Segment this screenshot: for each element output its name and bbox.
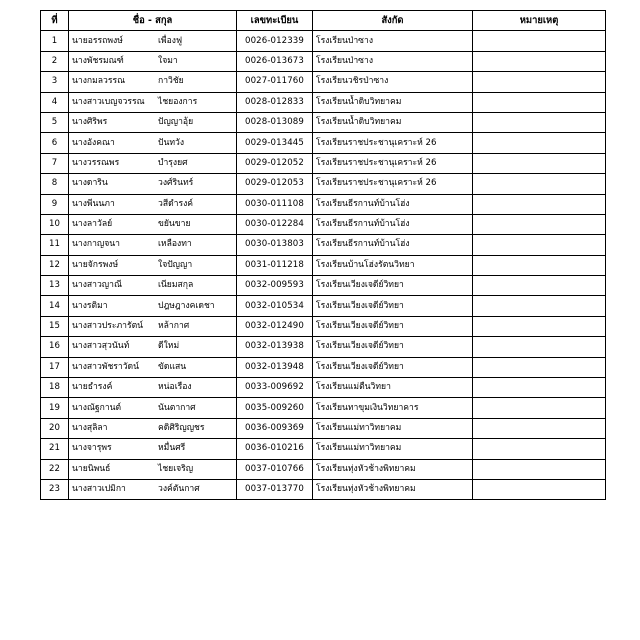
last-name: บำรุงยศ [158, 157, 188, 168]
affiliation: โรงเรียนธีรกานท์บ้านโฮ่ง [313, 214, 473, 234]
person-name [69, 51, 237, 71]
first-name: นางสาวญาณี [72, 280, 122, 291]
affiliation: โรงเรียนเวียงเจดีย์วิทยา [313, 316, 473, 336]
table-row [41, 378, 606, 398]
remark [473, 153, 606, 173]
registration-number: 0032-012490 [237, 316, 313, 336]
person-name [69, 316, 237, 336]
person-name [69, 235, 237, 255]
last-name: ปฎษฎางคเดชา [158, 300, 215, 311]
first-name: นางดาริน [72, 178, 108, 189]
last-name: หมื่นศรี [158, 443, 186, 454]
last-name: ไชยเจริญ [158, 463, 194, 474]
first-name: นางอังคณา [72, 137, 115, 148]
person-name [69, 479, 237, 499]
row-number: 1 [41, 31, 69, 51]
remark [473, 31, 606, 51]
remark [473, 92, 606, 112]
affiliation: โรงเรียนป่าซาง [313, 51, 473, 71]
remark [473, 72, 606, 92]
table-row [41, 479, 606, 499]
last-name: เพื่องฟู [158, 35, 183, 46]
affiliation: โรงเรียนป่าซาง [313, 31, 473, 51]
remark [473, 398, 606, 418]
registration-number: 0030-013803 [237, 235, 313, 255]
registration-number: 0029-012052 [237, 153, 313, 173]
last-name: กาวิชัย [158, 76, 184, 87]
affiliation: โรงเรียนเวียงเจดีย์วิทยา [313, 296, 473, 316]
row-number: 21 [41, 439, 69, 459]
table-row [41, 316, 606, 336]
roster-table [40, 10, 606, 500]
table-row [41, 214, 606, 234]
affiliation: โรงเรียนทาขุมเงินวิทยาคาร [313, 398, 473, 418]
first-name: นางวรรณพร [72, 157, 120, 168]
table-row [41, 459, 606, 479]
affiliation: โรงเรียนแม่ทาวิทยาคม [313, 418, 473, 438]
person-name [69, 398, 237, 418]
remark [473, 316, 606, 336]
roster-body [41, 31, 606, 500]
first-name: นายอรรถพงษ์ [72, 35, 123, 46]
registration-number: 0029-013445 [237, 133, 313, 153]
remark [473, 112, 606, 132]
row-number: 4 [41, 92, 69, 112]
row-number: 9 [41, 194, 69, 214]
affiliation: โรงเรียนแม่ทาวิทยาคม [313, 439, 473, 459]
last-name: คดิศิริญญชร [158, 423, 205, 433]
affiliation: โรงเรียนเวียงเจดีย์วิทยา [313, 276, 473, 296]
table-row [41, 398, 606, 418]
table-row [41, 337, 606, 357]
registration-number: 0033-009692 [237, 378, 313, 398]
last-name: หน่อเรือง [158, 382, 192, 393]
table-row [41, 133, 606, 153]
row-number: 18 [41, 378, 69, 398]
last-name: วงค์ตันกาศ [158, 484, 200, 495]
person-name [69, 92, 237, 112]
row-number: 7 [41, 153, 69, 173]
table-row [41, 276, 606, 296]
person-name [69, 72, 237, 92]
header-row [41, 11, 606, 31]
remark [473, 133, 606, 153]
remark [473, 337, 606, 357]
registration-number: 0026-012339 [237, 31, 313, 51]
first-name: นางสาวพัชราวัดน์ [72, 361, 140, 372]
affiliation: โรงเรียนราชประชานุเคราะห์ 26 [313, 174, 473, 194]
header-remark: หมายเหตุ [473, 11, 606, 31]
first-name: นางศิริพร [72, 117, 108, 128]
last-name: ดีใหม่ [158, 341, 180, 352]
person-name [69, 439, 237, 459]
first-name: นางพีนนภา [72, 198, 115, 209]
registration-number: 0026-013673 [237, 51, 313, 71]
remark [473, 357, 606, 377]
table-row [41, 72, 606, 92]
last-name: เนียมสกุล [158, 280, 194, 291]
row-number: 13 [41, 276, 69, 296]
affiliation: โรงเรียนน้ำดิบวิทยาคม [313, 92, 473, 112]
remark [473, 235, 606, 255]
header-reg-no: เลขทะเบียน [237, 11, 313, 31]
person-name [69, 255, 237, 275]
remark [473, 194, 606, 214]
person-name [69, 418, 237, 438]
person-name [69, 296, 237, 316]
last-name: ขัดแสน [158, 361, 187, 372]
header-affiliation: สังกัด [313, 11, 473, 31]
first-name: นางกมลวรรณ [72, 76, 126, 87]
header-name: ชื่อ - สกุล [69, 11, 237, 31]
person-name [69, 214, 237, 234]
row-number: 16 [41, 337, 69, 357]
last-name: วสีดำรงค์ [158, 198, 194, 209]
registration-number: 0032-013938 [237, 337, 313, 357]
last-name: ใจมา [158, 55, 178, 66]
affiliation: โรงเรียนน้ำดิบวิทยาคม [313, 112, 473, 132]
row-number: 22 [41, 459, 69, 479]
person-name [69, 378, 237, 398]
first-name: นายธำรงค์ [72, 382, 113, 393]
first-name: นายจักรพงษ์ [72, 259, 119, 270]
affiliation: โรงเรียนบ้านโฮ่งรัตนวิทยา [313, 255, 473, 275]
first-name: นางสาวเปมิกา [72, 484, 126, 495]
table-row [41, 174, 606, 194]
affiliation: โรงเรียนธีรกานท์บ้านโฮ่ง [313, 194, 473, 214]
person-name [69, 459, 237, 479]
last-name: นันตากาศ [158, 402, 196, 413]
row-number: 10 [41, 214, 69, 234]
table-row [41, 418, 606, 438]
first-name: นางกาญจนา [72, 239, 120, 250]
registration-number: 0036-010216 [237, 439, 313, 459]
row-number: 15 [41, 316, 69, 336]
last-name: วงศ์รินทร์ [158, 178, 194, 189]
table-row [41, 51, 606, 71]
header-no: ที่ [41, 11, 69, 31]
table-row [41, 439, 606, 459]
row-number: 3 [41, 72, 69, 92]
affiliation: โรงเรียนธีรกานท์บ้านโฮ่ง [313, 235, 473, 255]
person-name [69, 153, 237, 173]
last-name: ปันทวัง [158, 137, 185, 148]
last-name: หล้ากาศ [158, 321, 190, 332]
row-number: 17 [41, 357, 69, 377]
table-row [41, 92, 606, 112]
row-number: 11 [41, 235, 69, 255]
affiliation: โรงเรียนวชิรป่าซาง [313, 72, 473, 92]
affiliation: โรงเรียนเวียงเจดีย์วิทยา [313, 357, 473, 377]
remark [473, 276, 606, 296]
remark [473, 51, 606, 71]
first-name: นางจารุพร [72, 443, 112, 454]
affiliation: โรงเรียนราชประชานุเคราะห์ 26 [313, 153, 473, 173]
last-name: ขยันขาย [158, 219, 191, 230]
person-name [69, 337, 237, 357]
person-name [69, 112, 237, 132]
first-name: นางณัฐกานต์ [72, 402, 122, 413]
first-name: นางรติมา [72, 300, 108, 311]
registration-number: 0037-013770 [237, 479, 313, 499]
row-number: 6 [41, 133, 69, 153]
table-row [41, 357, 606, 377]
remark [473, 255, 606, 275]
first-name: นางพัชรมณฑ์ [72, 55, 124, 66]
row-number: 20 [41, 418, 69, 438]
registration-number: 0031-011218 [237, 255, 313, 275]
registration-number: 0035-009260 [237, 398, 313, 418]
table-row [41, 194, 606, 214]
first-name: นางสาวสุวนันท์ [72, 341, 130, 352]
row-number: 8 [41, 174, 69, 194]
person-name [69, 357, 237, 377]
remark [473, 214, 606, 234]
affiliation: โรงเรียนทุ่งหัวช้างพิทยาคม [313, 459, 473, 479]
registration-number: 0037-010766 [237, 459, 313, 479]
registration-number: 0028-012833 [237, 92, 313, 112]
registration-number: 0036-009369 [237, 418, 313, 438]
affiliation: โรงเรียนราชประชานุเคราะห์ 26 [313, 133, 473, 153]
registration-number: 0032-013948 [237, 357, 313, 377]
first-name: นางสาวเบญจวรรณ [72, 96, 145, 107]
last-name: ปัญญาอุ้ย [158, 117, 194, 128]
affiliation: โรงเรียนเวียงเจดีย์วิทยา [313, 337, 473, 357]
first-name: นางสุลิลา [72, 423, 108, 433]
registration-number: 0032-010534 [237, 296, 313, 316]
registration-number: 0030-011108 [237, 194, 313, 214]
row-number: 23 [41, 479, 69, 499]
remark [473, 479, 606, 499]
registration-number: 0032-009593 [237, 276, 313, 296]
person-name [69, 133, 237, 153]
remark [473, 378, 606, 398]
remark [473, 296, 606, 316]
person-name [69, 174, 237, 194]
last-name: ใจปัญญา [158, 259, 193, 270]
table-row [41, 31, 606, 51]
registration-number: 0027-011760 [237, 72, 313, 92]
first-name: นางลาวัลย์ [72, 219, 113, 230]
remark [473, 418, 606, 438]
row-number: 5 [41, 112, 69, 132]
last-name: เหลืองทา [158, 239, 192, 250]
row-number: 12 [41, 255, 69, 275]
row-number: 14 [41, 296, 69, 316]
table-row [41, 112, 606, 132]
table-row [41, 296, 606, 316]
remark [473, 174, 606, 194]
remark [473, 439, 606, 459]
last-name: ไชยองการ [158, 96, 198, 107]
person-name [69, 31, 237, 51]
remark [473, 459, 606, 479]
table-row [41, 255, 606, 275]
registration-number: 0030-012284 [237, 214, 313, 234]
first-name: นางสาวประภารัตน์ [72, 321, 144, 332]
table-row [41, 153, 606, 173]
row-number: 2 [41, 51, 69, 71]
person-name [69, 194, 237, 214]
affiliation: โรงเรียนทุ่งหัวช้างพิทยาคม [313, 479, 473, 499]
affiliation: โรงเรียนแม่ตืนวิทยา [313, 378, 473, 398]
registration-number: 0028-013089 [237, 112, 313, 132]
person-name [69, 276, 237, 296]
table-row [41, 235, 606, 255]
registration-number: 0029-012053 [237, 174, 313, 194]
row-number: 19 [41, 398, 69, 418]
first-name: นายนิพนธ์ [72, 463, 111, 474]
